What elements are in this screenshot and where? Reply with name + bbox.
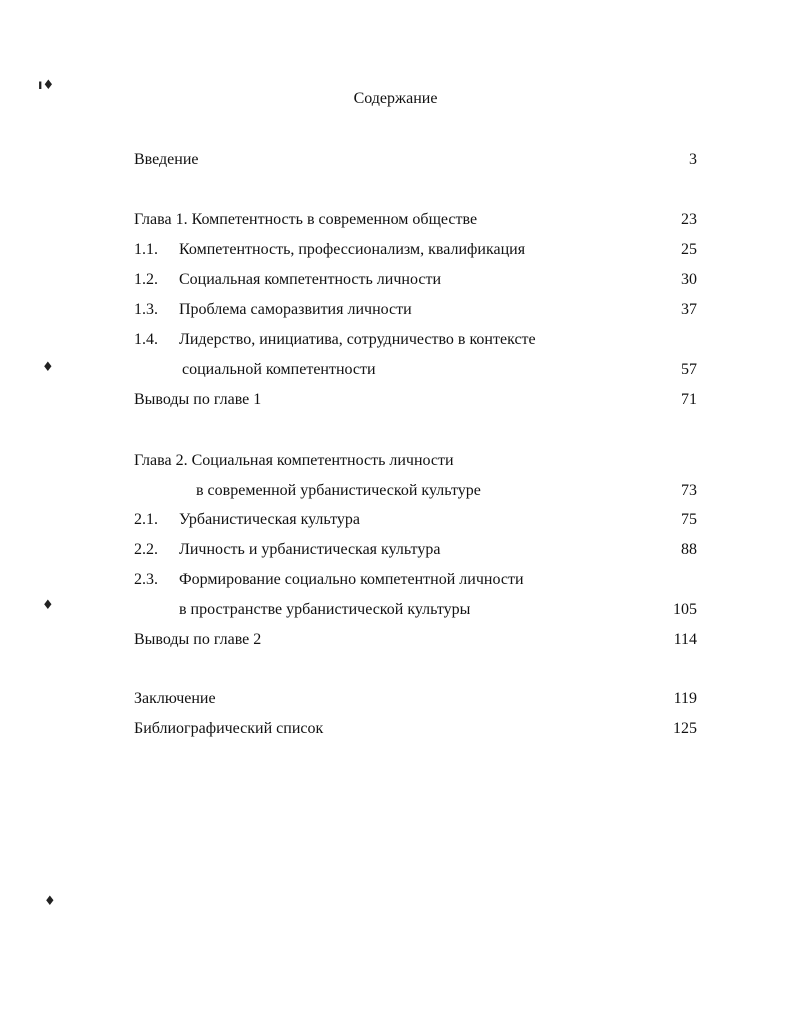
toc-entry-text: Лидерство, инициатива, сотрудничество в контексте — [179, 331, 536, 348]
toc-entry-text: Библиографический список — [134, 720, 324, 737]
toc-entry-text: Личность и урбанистическая культура — [179, 541, 441, 558]
toc-entry-section-2-3-continued[interactable] — [179, 600, 697, 620]
toc-entry-chapter-1[interactable] — [134, 210, 697, 230]
scan-mark-4: ♦ — [44, 894, 56, 909]
toc-entry-conclusion[interactable] — [134, 689, 697, 709]
toc-entry-chapter-2-continued[interactable] — [196, 481, 697, 501]
toc-section-number: 2.3. — [134, 571, 158, 588]
toc-section-number: 2.1. — [134, 511, 158, 528]
toc-entry-text: Социальная компетентность личности — [179, 271, 441, 288]
page-title: Содержание — [353, 90, 438, 107]
toc-entry-conclusions-2[interactable] — [134, 630, 697, 650]
toc-page-number: 125 — [673, 720, 697, 737]
toc-entry-section-1-1[interactable] — [134, 240, 697, 260]
toc-entry-bibliography[interactable] — [134, 719, 697, 739]
scan-mark-3: ♦ — [42, 598, 54, 613]
toc-entry-section-1-4-continued[interactable] — [182, 360, 697, 380]
toc-entry-text: Выводы по главе 2 — [134, 631, 262, 648]
toc-entry-intro[interactable] — [134, 150, 697, 170]
toc-entry-section-2-1[interactable] — [134, 510, 697, 530]
toc-page-number: 23 — [681, 211, 697, 228]
toc-entry-text: Компетентность, профессионализм, квалификация — [179, 241, 526, 258]
toc-page-number: 25 — [681, 241, 697, 258]
toc-entry-text: Заключение — [134, 690, 216, 707]
toc-entry-text: Введение — [134, 151, 199, 168]
toc-entry-text: Глава 1. Компетентность в современном обществе — [134, 211, 478, 228]
toc-page-number: 73 — [681, 482, 697, 499]
toc-entry-section-1-3[interactable] — [134, 300, 697, 320]
toc-entry-text: Глава 2. Социальная компетентность личности — [134, 452, 454, 469]
toc-page-number: 88 — [681, 541, 697, 558]
toc-section-number: 1.1. — [134, 241, 158, 258]
toc-section-number: 1.4. — [134, 331, 158, 348]
toc-entry-text: Выводы по главе 1 — [134, 391, 262, 408]
scan-mark-2: ♦ — [42, 360, 54, 375]
toc-entry-text: социальной компетентности — [182, 361, 376, 378]
toc-entry-section-1-2[interactable] — [134, 270, 697, 290]
toc-page-number: 119 — [673, 690, 697, 707]
toc-entry-text: Проблема саморазвития личности — [179, 301, 412, 318]
toc-section-number: 1.2. — [134, 271, 158, 288]
toc-entry-section-2-3[interactable] — [134, 570, 697, 590]
toc-page-number: 71 — [681, 391, 697, 408]
scan-mark-1: ı♦ — [38, 78, 55, 93]
toc-page-number: 105 — [673, 601, 697, 618]
toc-entry-section-1-4[interactable] — [134, 330, 697, 350]
toc-entry-text: Урбанистическая культура — [179, 511, 360, 528]
toc-entry-text: в пространстве урбанистической культуры — [179, 601, 471, 618]
toc-page-number: 57 — [681, 361, 697, 378]
toc-entry-text: Формирование социально компетентной личности — [179, 571, 524, 588]
toc-entry-chapter-2[interactable] — [134, 451, 697, 471]
toc-page-number: 37 — [681, 301, 697, 318]
toc-entry-section-2-2[interactable] — [134, 540, 697, 560]
toc-page-number: 3 — [689, 151, 697, 168]
toc-page-number: 75 — [681, 511, 697, 528]
toc-section-number: 2.2. — [134, 541, 158, 558]
toc-entry-conclusions-1[interactable] — [134, 390, 697, 410]
toc-page-number: 114 — [673, 631, 697, 648]
toc-page-number: 30 — [681, 271, 697, 288]
toc-section-number: 1.3. — [134, 301, 158, 318]
toc-entry-text: в современной урбанистической культуре — [196, 482, 481, 499]
